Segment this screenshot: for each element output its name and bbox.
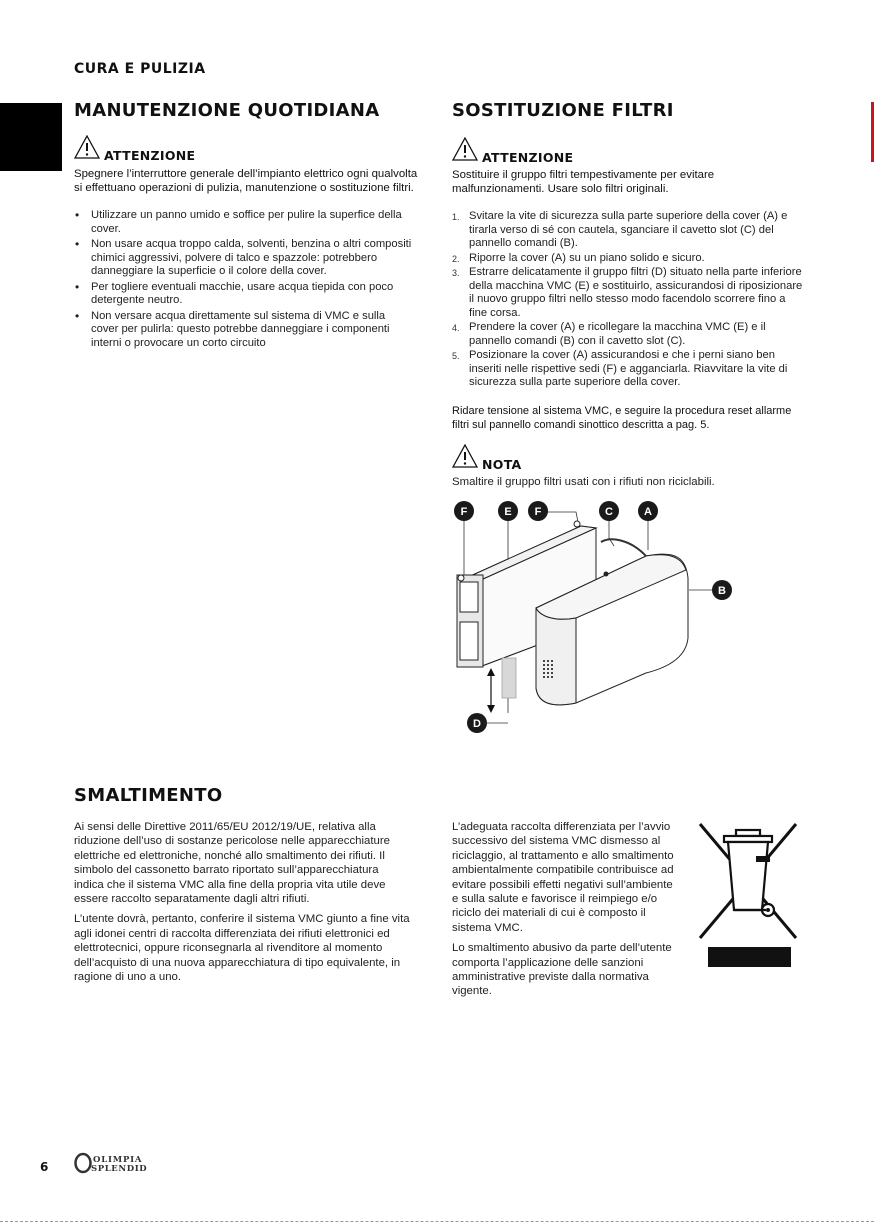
page-bottom-divider	[0, 1221, 874, 1222]
vmc-unit-figure	[446, 498, 746, 743]
filter-replacement-title: SOSTITUZIONE FILTRI	[452, 100, 674, 121]
filter-replacement-section	[452, 100, 804, 489]
warning-label: ATTENZIONE	[104, 148, 196, 163]
list-item: • Utilizzare un panno umido e soffice per pulire la superfice della cover.	[74, 209, 414, 236]
disposal-title: SMALTIMENTO	[74, 785, 223, 806]
figure-label-c: C	[605, 506, 613, 518]
svg-text:SPLENDID: SPLENDID	[91, 1164, 148, 1174]
weee-bin-icon	[696, 820, 802, 975]
section-tab-marker	[0, 103, 62, 171]
warning-icon	[452, 444, 478, 473]
step-item: 5. Posizionare la cover (A) assicurandosi e che i perni siano ben inseriti nelle rispettive sedi (F) e agganciarla. Riavvitare la vite di sicurezza sulla parte superiore della cover.	[452, 349, 788, 388]
care-list	[74, 209, 414, 350]
olimpia-splendid-logo	[74, 1152, 154, 1179]
figure-label-b: B	[718, 585, 726, 597]
disposal-paragraph: Lo smaltimento abusivo da parte dell’utente comporta l’applicazione delle sanzioni amministrative previste dalla normativa vigente.	[452, 942, 672, 998]
steps-list	[452, 210, 804, 390]
note-text: Smaltire il gruppo filtri usati con i rifiuti non riciclabili.	[452, 475, 715, 488]
warning-label: ATTENZIONE	[482, 150, 574, 165]
figure-label-a: A	[644, 506, 652, 518]
daily-maintenance-section	[74, 100, 424, 352]
figure-label-f: F	[460, 506, 468, 518]
disposal-paragraph: Ai sensi delle Direttive 2011/65/EU 2012/19/UE, relativa alla riduzione dell’uso di sostanze pericolose nelle apparecchiature elettriche ed elettroniche, nonché allo smaltimento dei rifiuti. Il simbolo del cassonetto barrato riportato sull’apparecchiatura indica che il sistema VMC alla fine della propria vita utile deve essere raccolto separatamente dagli altri rifiuti.	[74, 821, 390, 906]
note-label: NOTA	[482, 456, 522, 472]
list-item: • Per togliere eventuali macchie, usare acqua tiepida con poco detergente neutro.	[74, 281, 414, 308]
disposal-right-column	[452, 820, 676, 1005]
warning-icon	[452, 137, 478, 166]
disposal-left-column	[74, 820, 410, 990]
figure-label-d: D	[473, 718, 481, 730]
disposal-section	[74, 785, 222, 806]
warning-header	[452, 137, 804, 166]
warning-text: Spegnere l’interruttore generale dell’impianto elettrico ogni qualvolta si effettuano operazioni di pulizia, manutenzione o sostituzione filtri.	[74, 168, 418, 194]
step-item: 1. Svitare la vite di sicurezza sulla parte superiore della cover (A) e tirarla verso di sé con cautela, sganciare il cavetto slot (C) del pannello comandi (B).	[452, 210, 788, 249]
vmc-unit-illustration	[446, 498, 746, 743]
svg-text:OLIMPIA: OLIMPIA	[93, 1155, 143, 1165]
daily-maintenance-title: MANUTENZIONE QUOTIDIANA	[74, 100, 380, 121]
list-item: • Non versare acqua direttamente sul sistema di VMC e sulla cover per pulirla: questo potrebbe danneggiare i componenti interni o provocare un corto circuito	[74, 310, 414, 351]
warning-text: Sostituire il gruppo filtri tempestivamente per evitare malfunzionamenti. Usare solo filtri originali.	[452, 169, 715, 195]
step-item: 3. Estrarre delicatamente il gruppo filtri (D) situato nella parte inferiore della macchina VMC (E) e sostituirlo, assicurandosi di riposizionare il nuovo gruppo filtri nello stesso modo facendolo scorrere fino a fine corsa.	[452, 266, 803, 319]
disposal-paragraph: L’adeguata raccolta differenziata per l’avvio successivo del sistema VMC dismesso al riciclaggio, al trattamento e allo smaltimento ambientalmente compatibile contribuisce ad evitare possibili effetti negativi sull’ambiente e sulla salute e favorisce il reimpiego e/o riciclo dei materiali di cui è composto il sistema VMC.	[452, 821, 674, 934]
list-item: • Non usare acqua troppo calda, solventi, benzina o altri compositi chimici aggressivi, polvere di talco e spazzole: potrebbero danneggiare la superficie o il colore della cover.	[74, 238, 414, 279]
step-item: 4. Prendere la cover (A) e ricollegare la macchina VMC (E) e il pannello comandi (B) con il cavetto slot (C).	[452, 321, 766, 347]
reset-instructions: Ridare tensione al sistema VMC, e seguire la procedura reset allarme filtri sul pannello comandi sinottico descritta a pag. 5.	[452, 404, 792, 431]
warning-header	[74, 135, 424, 164]
warning-icon	[74, 135, 100, 164]
page-number: 6	[40, 1160, 49, 1174]
section-label: CURA E PULIZIA	[74, 61, 206, 77]
figure-label-e: E	[504, 506, 512, 518]
step-item: 2. Riporre la cover (A) su un piano solido e sicuro.	[452, 251, 705, 264]
figure-label-f: F	[534, 506, 542, 518]
note-header	[452, 444, 804, 473]
disposal-paragraph: L’utente dovrà, pertanto, conferire il sistema VMC giunto a fine vita agli idonei centri di raccolta differenziata dei rifiuti elettronici ed elettrotecnici, oppure riconsegnarla al rivenditore al momento dell’acquisto di una nuova apparecchiatura di tipo equivalente, in ragione di uno a uno.	[74, 913, 410, 984]
